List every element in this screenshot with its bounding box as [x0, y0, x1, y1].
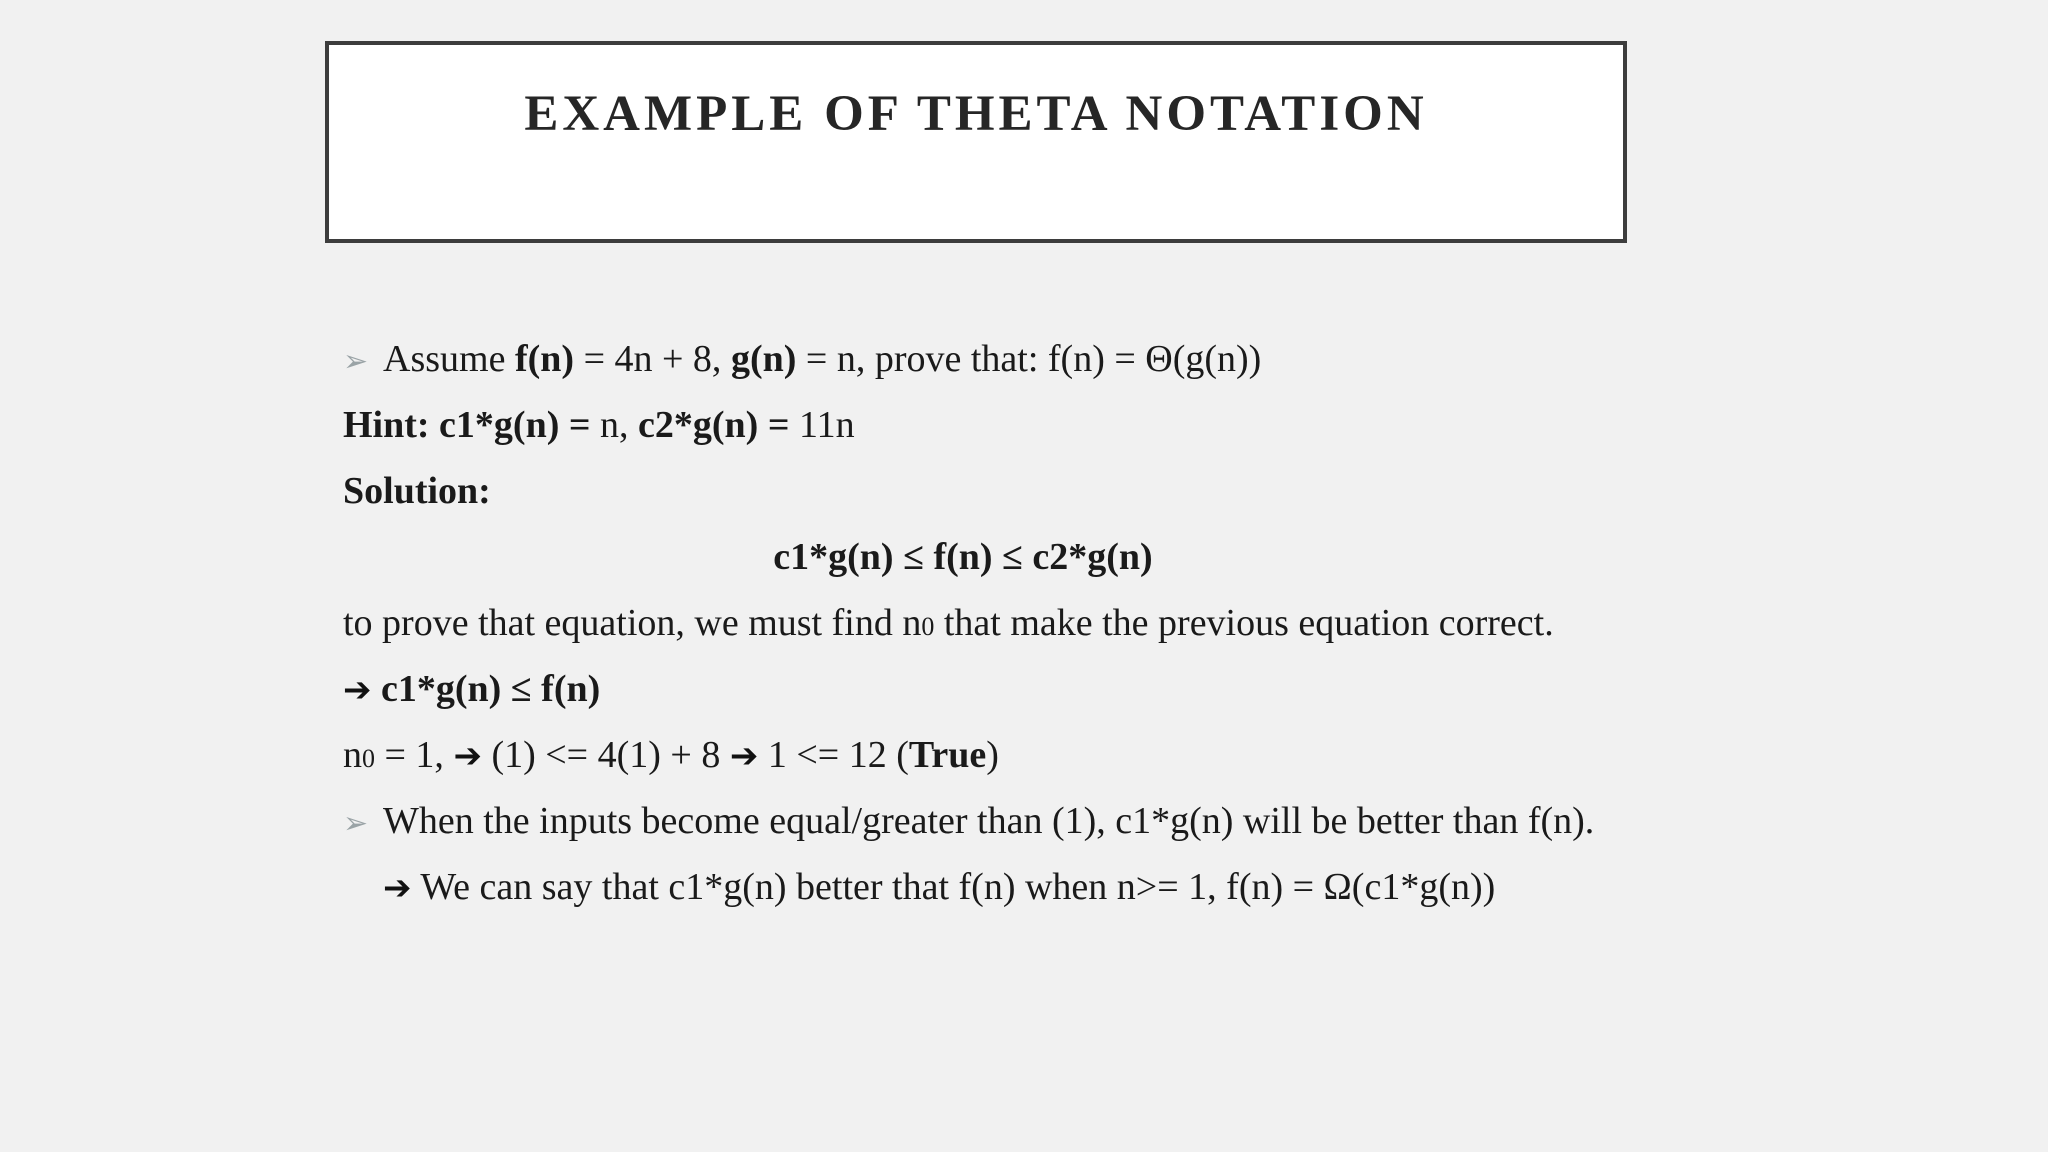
prove-text-b: that make the previous equation correct. — [934, 602, 1554, 644]
f-label: f(n) — [514, 338, 575, 380]
step1-text: c1*g(n) ≤ f(n) — [371, 668, 601, 710]
step2-a: = 1, — [375, 734, 454, 776]
step2-n-sub: 0 — [362, 744, 375, 773]
prove-text-sub: 0 — [921, 612, 935, 641]
conclusion-line — [343, 854, 1683, 920]
prove-line — [343, 590, 1683, 656]
step2-true: True — [908, 734, 987, 776]
conclusion-text: We can say that c1*g(n) better that f(n) when n>= 1, f(n) = Ω(c1*g(n)) — [411, 866, 1496, 908]
prove-text-a: to prove that equation, we must find n — [343, 602, 922, 644]
hint-v1: n, — [590, 404, 639, 446]
hint-line — [343, 392, 1683, 458]
solution-label: Solution: — [343, 470, 491, 512]
hint-c2: c2*g(n) = — [638, 404, 790, 446]
assume-line — [343, 326, 1683, 392]
step2-line — [343, 722, 1683, 788]
bold-right-arrow-icon: ➔ — [383, 868, 412, 908]
solution-line — [343, 458, 1683, 524]
when-line — [343, 788, 1683, 854]
hint-v2: 11n — [789, 404, 855, 446]
title-box — [325, 41, 1627, 243]
step2-c: 1 <= 12 ( — [758, 734, 909, 776]
step2-b: (1) <= 4(1) + 8 — [481, 734, 730, 776]
inequality-line — [343, 524, 1683, 590]
step2-n: n — [343, 734, 362, 776]
slide-title: EXAMPLE OF THETA NOTATION — [524, 86, 1428, 142]
arrowhead-bullet-icon: ➢ — [343, 344, 369, 379]
g-label: g(n) — [730, 338, 797, 380]
assume-pre: Assume — [383, 338, 515, 380]
g-value: = n, prove that: f(n) = Θ(g(n)) — [796, 338, 1262, 380]
inequality: c1*g(n) ≤ f(n) ≤ c2*g(n) — [773, 536, 1153, 578]
bold-right-arrow-icon: ➔ — [453, 736, 482, 776]
step2-d: ) — [986, 734, 999, 776]
bold-right-arrow-icon: ➔ — [729, 736, 759, 776]
slide-body — [343, 326, 1683, 920]
when-text: When the inputs become equal/greater than (1), c1*g(n) will be better than f(n). — [383, 800, 1595, 842]
hint-label: Hint: c1*g(n) = — [343, 404, 591, 446]
bold-right-arrow-icon: ➔ — [343, 670, 372, 710]
f-value: = 4n + 8, — [574, 338, 731, 380]
step1-line — [343, 656, 1683, 722]
arrowhead-bullet-icon: ➢ — [343, 806, 369, 841]
